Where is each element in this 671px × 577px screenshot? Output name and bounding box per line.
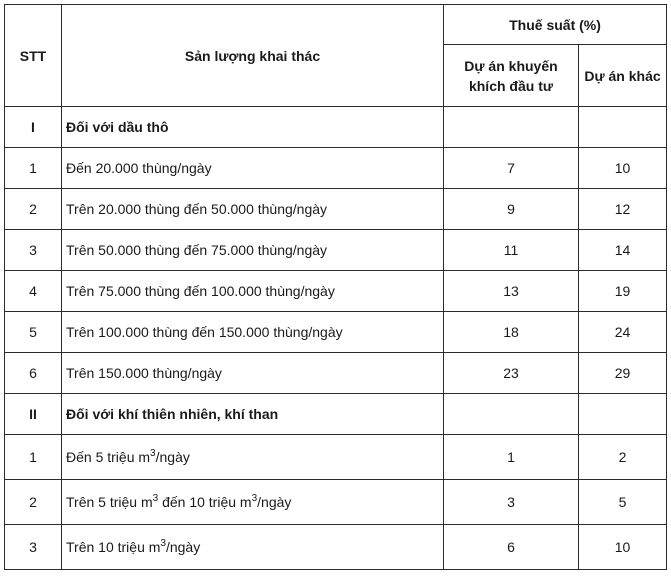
header-other: Dự án khác	[579, 45, 667, 107]
section-number: I	[5, 107, 62, 148]
desc-part: Đến 5 triệu m	[66, 449, 151, 465]
table-row	[5, 435, 667, 480]
superscript: 3	[160, 538, 166, 549]
row-stt: 2	[5, 189, 62, 230]
desc-part: /ngày	[165, 539, 201, 555]
section-title: Đối với dầu thô	[62, 107, 444, 148]
superscript: 3	[251, 493, 258, 504]
row-encouraged: 3	[444, 480, 579, 525]
row-encouraged: 9	[444, 189, 579, 230]
empty-cell	[444, 107, 579, 148]
row-stt: 4	[5, 271, 62, 312]
row-stt: 6	[5, 353, 62, 394]
row-other: 12	[579, 189, 667, 230]
row-other: 10	[579, 148, 667, 189]
header-tax-rate: Thuế suất (%)	[444, 5, 667, 45]
section-number: II	[5, 394, 62, 435]
row-desc	[62, 525, 444, 570]
row-stt: 3	[5, 230, 62, 271]
table-row	[5, 353, 667, 394]
table-row	[5, 312, 667, 353]
tax-rate-table	[4, 4, 667, 570]
row-encouraged: 1	[444, 435, 579, 480]
row-desc: Trên 150.000 thùng/ngày	[62, 353, 444, 394]
row-other: 29	[579, 353, 667, 394]
desc-part: /ngày	[257, 494, 292, 510]
row-encouraged: 18	[444, 312, 579, 353]
desc-part: Trên 10 triệu m	[66, 539, 161, 555]
row-stt: 1	[5, 148, 62, 189]
row-stt: 1	[5, 435, 62, 480]
row-other: 19	[579, 271, 667, 312]
table-row	[5, 148, 667, 189]
row-desc	[62, 435, 444, 480]
section-row	[5, 394, 667, 435]
row-other: 5	[579, 480, 667, 525]
table-row	[5, 189, 667, 230]
row-stt: 2	[5, 480, 62, 525]
row-encouraged: 23	[444, 353, 579, 394]
row-other: 24	[579, 312, 667, 353]
desc-part: Trên 5 triệu m	[66, 494, 153, 510]
empty-cell	[579, 394, 667, 435]
row-desc	[62, 480, 444, 525]
row-other: 14	[579, 230, 667, 271]
row-desc: Đến 20.000 thùng/ngày	[62, 148, 444, 189]
desc-part: /ngày	[155, 449, 190, 465]
section-title: Đối với khí thiên nhiên, khí than	[62, 394, 444, 435]
row-encouraged: 6	[444, 525, 579, 570]
table-row	[5, 230, 667, 271]
row-other: 10	[579, 525, 667, 570]
row-desc: Trên 100.000 thùng đến 150.000 thùng/ngày	[62, 312, 444, 353]
header-encouraged	[444, 45, 579, 107]
superscript: 3	[152, 493, 159, 504]
row-desc: Trên 50.000 thùng đến 75.000 thùng/ngày	[62, 230, 444, 271]
row-encouraged: 13	[444, 271, 579, 312]
header-stt: STT	[5, 5, 62, 107]
header-row-top	[5, 5, 667, 45]
superscript: 3	[150, 448, 156, 459]
table-row	[5, 525, 667, 570]
row-stt: 5	[5, 312, 62, 353]
empty-cell	[444, 394, 579, 435]
row-encouraged: 7	[444, 148, 579, 189]
row-desc: Trên 75.000 thùng đến 100.000 thùng/ngày	[62, 271, 444, 312]
desc-part: đến 10 triệu m	[158, 494, 252, 510]
table-row	[5, 480, 667, 525]
table-row	[5, 271, 667, 312]
row-encouraged: 11	[444, 230, 579, 271]
row-stt: 3	[5, 525, 62, 570]
row-desc: Trên 20.000 thùng đến 50.000 thùng/ngày	[62, 189, 444, 230]
empty-cell	[579, 107, 667, 148]
header-output: Sản lượng khai thác	[62, 5, 444, 107]
row-other: 2	[579, 435, 667, 480]
section-row	[5, 107, 667, 148]
header-encouraged-text: Dự án khuyến khích đầu tư	[464, 57, 558, 94]
